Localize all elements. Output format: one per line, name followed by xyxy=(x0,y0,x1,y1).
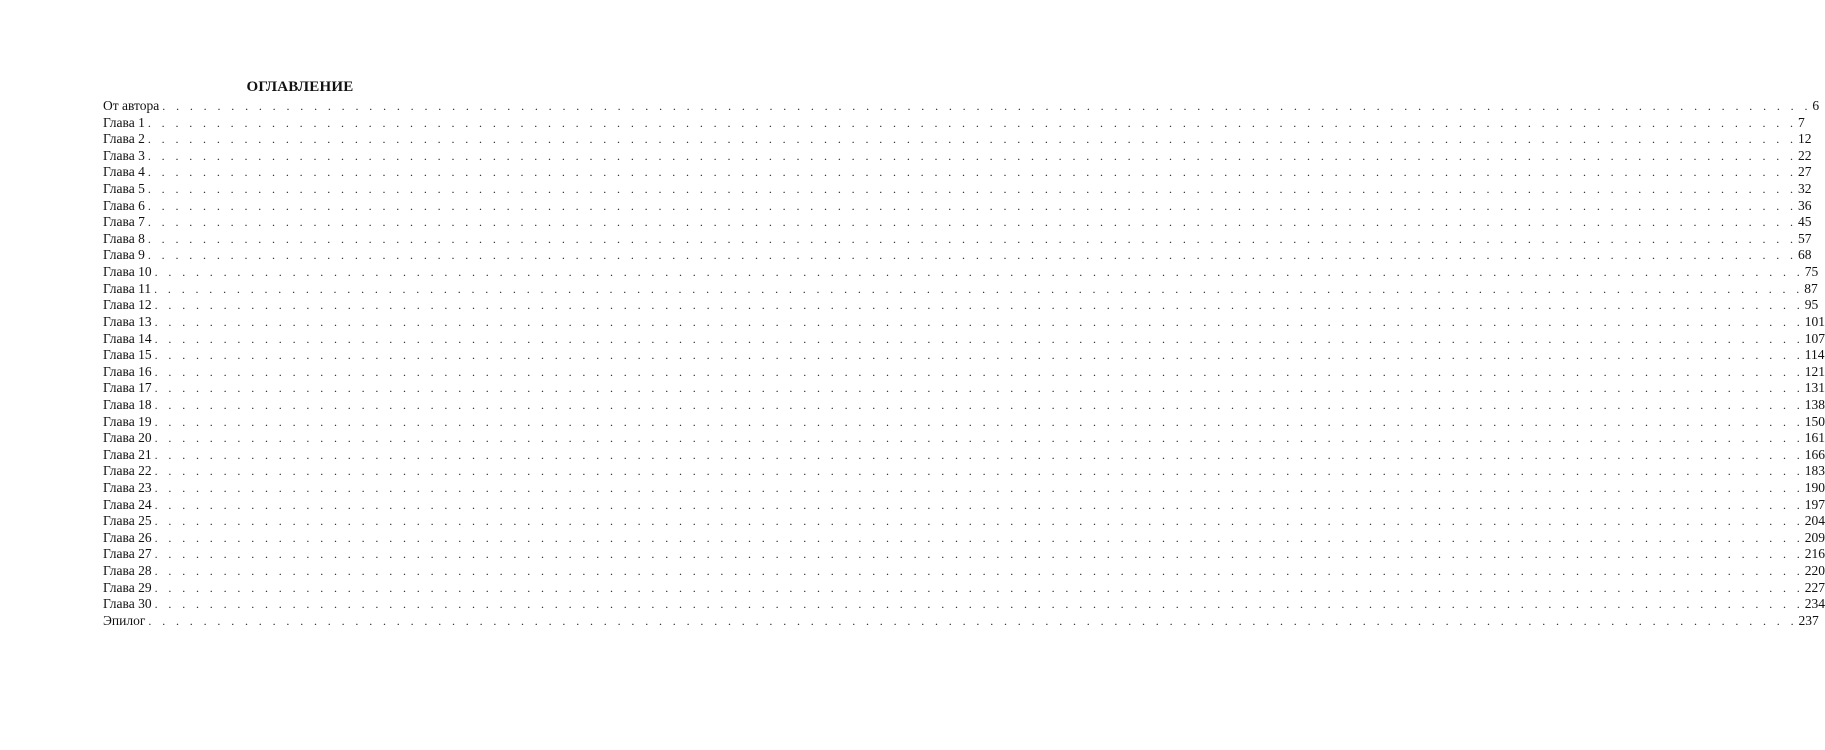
toc-entry-label: Глава 18 xyxy=(103,396,152,412)
toc-entry-label: Глава 12 xyxy=(103,297,152,313)
toc-entry xyxy=(103,330,1825,348)
toc-entry-page-number: 131 xyxy=(1804,380,1825,396)
toc-entry-page-number: 7 xyxy=(1797,114,1805,130)
toc-entry-label: Глава 27 xyxy=(103,546,152,562)
dot-leader: . . . . . . . . . . . . . . . . . . . . . . . . . . . . . . . . . . . . . . . . . . . . . . . . . . . . . . . . . . . . . . . . . . . . . . . . . . . . . . . . . . . . . . . . . . . . . . . . . . . . . . . . . . . . . . . . . . . . . . . . xyxy=(154,364,1804,379)
toc-entry xyxy=(103,546,1825,563)
toc-entry xyxy=(103,430,1825,447)
table-of-contents xyxy=(103,98,1825,630)
toc-entry-label: Глава 15 xyxy=(103,347,152,363)
dot-leader: . . . . . . . . . . . . . . . . . . . . . . . . . . . . . . . . . . . . . . . . . . . . . . . . . . . . . . . . . . . . . . . . . . . . . . . . . . . . . . . . . . . . . . . . . . . . . . . . . . . . . . . . . . . . . . . . . . . . . . . . xyxy=(154,414,1804,429)
toc-entry-label: Глава 23 xyxy=(103,480,152,496)
toc-entry-label: Глава 16 xyxy=(103,363,152,379)
toc-entry-page-number: 87 xyxy=(1804,280,1818,296)
toc-entry-page-number: 161 xyxy=(1804,430,1825,446)
toc-entry-page-number: 95 xyxy=(1804,297,1819,313)
toc-entry xyxy=(103,264,1819,281)
toc-entry-label: Глава 7 xyxy=(103,214,145,230)
dot-leader: . . . . . . . . . . . . . . . . . . . . . . . . . . . . . . . . . . . . . . . . . . . . . . . . . . . . . . . . . . . . . . . . . . . . . . . . . . . . . . . . . . . . . . . . . . . . . . . . . . . . . . . . . . . . . . . . . . . . . . . . xyxy=(162,99,1812,113)
toc-entry xyxy=(103,230,1812,248)
dot-leader: . . . . . . . . . . . . . . . . . . . . . . . . . . . . . . . . . . . . . . . . . . . . . . . . . . . . . . . . . . . . . . . . . . . . . . . . . . . . . . . . . . . . . . . . . . . . . . . . . . . . . . . . . . . . . . . . . . . . . . . . xyxy=(147,165,1797,180)
toc-entry xyxy=(103,114,1805,132)
toc-entry-page-number: 197 xyxy=(1804,496,1825,512)
toc-entry xyxy=(103,280,1818,298)
toc-entry xyxy=(103,413,1825,431)
toc-entry-page-number: 220 xyxy=(1804,563,1825,579)
toc-entry xyxy=(103,147,1812,165)
toc-entry-page-number: 12 xyxy=(1797,131,1812,147)
dot-leader: . . . . . . . . . . . . . . . . . . . . . . . . . . . . . . . . . . . . . . . . . . . . . . . . . . . . . . . . . . . . . . . . . . . . . . . . . . . . . . . . . . . . . . . . . . . . . . . . . . . . . . . . . . . . . . . . . . . . . . . . xyxy=(154,265,1804,280)
toc-entry-page-number: 216 xyxy=(1804,546,1825,562)
toc-entry-label: Глава 10 xyxy=(103,264,152,280)
toc-entry-label: Глава 3 xyxy=(103,147,145,163)
toc-entry-label: Глава 22 xyxy=(103,463,152,479)
toc-entry-page-number: 234 xyxy=(1804,596,1825,612)
toc-entry-label: Глава 11 xyxy=(103,280,152,296)
toc-entry-page-number: 227 xyxy=(1804,579,1825,595)
dot-leader: . . . . . . . . . . . . . . . . . . . . . . . . . . . . . . . . . . . . . . . . . . . . . . . . . . . . . . . . . . . . . . . . . . . . . . . . . . . . . . . . . . . . . . . . . . . . . . . . . . . . . . . . . . . . . . . . . . . . . . . . xyxy=(147,231,1797,246)
toc-entry xyxy=(103,396,1825,414)
toc-entry-label: Глава 25 xyxy=(103,513,152,529)
dot-leader: . . . . . . . . . . . . . . . . . . . . . . . . . . . . . . . . . . . . . . . . . . . . . . . . . . . . . . . . . . . . . . . . . . . . . . . . . . . . . . . . . . . . . . . . . . . . . . . . . . . . . . . . . . . . . . . . . . . . . . . . xyxy=(147,148,1797,163)
toc-entry-page-number: 237 xyxy=(1798,612,1819,628)
toc-entry-label: Глава 8 xyxy=(103,230,145,246)
dot-leader: . . . . . . . . . . . . . . . . . . . . . . . . . . . . . . . . . . . . . . . . . . . . . . . . . . . . . . . . . . . . . . . . . . . . . . . . . . . . . . . . . . . . . . . . . . . . . . . . . . . . . . . . . . . . . . . . . . . . . . . . xyxy=(154,481,1804,496)
toc-entry xyxy=(103,596,1825,613)
toc-entry-page-number: 45 xyxy=(1797,214,1812,230)
toc-entry-label: Глава 5 xyxy=(103,181,145,197)
dot-leader: . . . . . . . . . . . . . . . . . . . . . . . . . . . . . . . . . . . . . . . . . . . . . . . . . . . . . . . . . . . . . . . . . . . . . . . . . . . . . . . . . . . . . . . . . . . . . . . . . . . . . . . . . . . . . . . . . . . . . . . . xyxy=(154,298,1804,313)
toc-entry xyxy=(103,496,1825,514)
toc-entry-page-number: 150 xyxy=(1804,413,1825,429)
toc-entry-page-number: 204 xyxy=(1804,513,1825,529)
dot-leader: . . . . . . . . . . . . . . . . . . . . . . . . . . . . . . . . . . . . . . . . . . . . . . . . . . . . . . . . . . . . . . . . . . . . . . . . . . . . . . . . . . . . . . . . . . . . . . . . . . . . . . . . . . . . . . . . . . . . . . . . xyxy=(148,613,1798,628)
toc-entry-label: Глава 30 xyxy=(103,596,152,612)
dot-leader: . . . . . . . . . . . . . . . . . . . . . . . . . . . . . . . . . . . . . . . . . . . . . . . . . . . . . . . . . . . . . . . . . . . . . . . . . . . . . . . . . . . . . . . . . . . . . . . . . . . . . . . . . . . . . . . . . . . . . . . . xyxy=(147,182,1797,197)
toc-entry-label: От автора xyxy=(103,98,160,113)
toc-entry-label: Глава 4 xyxy=(103,164,145,180)
toc-entry-page-number: 209 xyxy=(1804,529,1825,545)
toc-entry-label: Глава 29 xyxy=(103,579,152,595)
toc-entry-label: Глава 24 xyxy=(103,496,152,512)
dot-leader: . . . . . . . . . . . . . . . . . . . . . . . . . . . . . . . . . . . . . . . . . . . . . . . . . . . . . . . . . . . . . . . . . . . . . . . . . . . . . . . . . . . . . . . . . . . . . . . . . . . . . . . . . . . . . . . . . . . . . . . . xyxy=(147,132,1797,147)
toc-entry xyxy=(103,164,1812,181)
toc-entry-page-number: 114 xyxy=(1804,347,1825,363)
dot-leader: . . . . . . . . . . . . . . . . . . . . . . . . . . . . . . . . . . . . . . . . . . . . . . . . . . . . . . . . . . . . . . . . . . . . . . . . . . . . . . . . . . . . . . . . . . . . . . . . . . . . . . . . . . . . . . . . . . . . . . . . xyxy=(147,115,1797,130)
toc-entry xyxy=(103,529,1825,547)
dot-leader: . . . . . . . . . . . . . . . . . . . . . . . . . . . . . . . . . . . . . . . . . . . . . . . . . . . . . . . . . . . . . . . . . . . . . . . . . . . . . . . . . . . . . . . . . . . . . . . . . . . . . . . . . . . . . . . . . . . . . . . . xyxy=(154,464,1804,479)
toc-entry-label: Глава 21 xyxy=(103,446,152,462)
toc-entry-label: Глава 1 xyxy=(103,114,145,130)
toc-entry-page-number: 27 xyxy=(1797,164,1812,180)
toc-entry xyxy=(103,131,1812,148)
toc-entry xyxy=(103,380,1825,397)
toc-entry-page-number: 107 xyxy=(1804,330,1825,346)
toc-entry xyxy=(103,313,1825,331)
toc-entry-page-number: 68 xyxy=(1797,247,1812,263)
toc-entry-page-number: 22 xyxy=(1797,147,1812,163)
toc-entry xyxy=(103,347,1825,364)
toc-entry-page-number: 57 xyxy=(1797,230,1812,246)
dot-leader: . . . . . . . . . . . . . . . . . . . . . . . . . . . . . . . . . . . . . . . . . . . . . . . . . . . . . . . . . . . . . . . . . . . . . . . . . . . . . . . . . . . . . . . . . . . . . . . . . . . . . . . . . . . . . . . . . . . . . . . . xyxy=(154,580,1804,595)
dot-leader: . . . . . . . . . . . . . . . . . . . . . . . . . . . . . . . . . . . . . . . . . . . . . . . . . . . . . . . . . . . . . . . . . . . . . . . . . . . . . . . . . . . . . . . . . . . . . . . . . . . . . . . . . . . . . . . . . . . . . . . . xyxy=(154,381,1804,396)
toc-entry-label: Глава 20 xyxy=(103,430,152,446)
dot-leader: . . . . . . . . . . . . . . . . . . . . . . . . . . . . . . . . . . . . . . . . . . . . . . . . . . . . . . . . . . . . . . . . . . . . . . . . . . . . . . . . . . . . . . . . . . . . . . . . . . . . . . . . . . . . . . . . . . . . . . . . xyxy=(154,331,1804,346)
toc-entry-label: Глава 26 xyxy=(103,529,152,545)
dot-leader: . . . . . . . . . . . . . . . . . . . . . . . . . . . . . . . . . . . . . . . . . . . . . . . . . . . . . . . . . . . . . . . . . . . . . . . . . . . . . . . . . . . . . . . . . . . . . . . . . . . . . . . . . . . . . . . . . . . . . . . . xyxy=(154,514,1804,529)
toc-entry xyxy=(103,513,1825,530)
dot-leader: . . . . . . . . . . . . . . . . . . . . . . . . . . . . . . . . . . . . . . . . . . . . . . . . . . . . . . . . . . . . . . . . . . . . . . . . . . . . . . . . . . . . . . . . . . . . . . . . . . . . . . . . . . . . . . . . . . . . . . . . xyxy=(154,497,1804,512)
toc-entry xyxy=(103,612,1819,630)
toc-entry-page-number: 183 xyxy=(1804,463,1825,479)
dot-leader: . . . . . . . . . . . . . . . . . . . . . . . . . . . . . . . . . . . . . . . . . . . . . . . . . . . . . . . . . . . . . . . . . . . . . . . . . . . . . . . . . . . . . . . . . . . . . . . . . . . . . . . . . . . . . . . . . . . . . . . . xyxy=(154,530,1804,545)
toc-entry-label: Глава 14 xyxy=(103,330,152,346)
toc-entry-label: Эпилог xyxy=(103,612,146,628)
toc-entry-label: Глава 17 xyxy=(103,380,152,396)
toc-entry xyxy=(103,181,1812,198)
dot-leader: . . . . . . . . . . . . . . . . . . . . . . . . . . . . . . . . . . . . . . . . . . . . . . . . . . . . . . . . . . . . . . . . . . . . . . . . . . . . . . . . . . . . . . . . . . . . . . . . . . . . . . . . . . . . . . . . . . . . . . . . xyxy=(154,281,1804,296)
toc-entry xyxy=(103,197,1812,215)
dot-leader: . . . . . . . . . . . . . . . . . . . . . . . . . . . . . . . . . . . . . . . . . . . . . . . . . . . . . . . . . . . . . . . . . . . . . . . . . . . . . . . . . . . . . . . . . . . . . . . . . . . . . . . . . . . . . . . . . . . . . . . . xyxy=(154,547,1804,562)
toc-entry-label: Глава 6 xyxy=(103,197,145,213)
dot-leader: . . . . . . . . . . . . . . . . . . . . . . . . . . . . . . . . . . . . . . . . . . . . . . . . . . . . . . . . . . . . . . . . . . . . . . . . . . . . . . . . . . . . . . . . . . . . . . . . . . . . . . . . . . . . . . . . . . . . . . . . xyxy=(154,314,1804,329)
toc-entry-page-number: 75 xyxy=(1804,264,1819,280)
toc-entry-label: Глава 9 xyxy=(103,247,145,263)
dot-leader: . . . . . . . . . . . . . . . . . . . . . . . . . . . . . . . . . . . . . . . . . . . . . . . . . . . . . . . . . . . . . . . . . . . . . . . . . . . . . . . . . . . . . . . . . . . . . . . . . . . . . . . . . . . . . . . . . . . . . . . . xyxy=(154,348,1804,363)
toc-entry xyxy=(103,98,1820,115)
dot-leader: . . . . . . . . . . . . . . . . . . . . . . . . . . . . . . . . . . . . . . . . . . . . . . . . . . . . . . . . . . . . . . . . . . . . . . . . . . . . . . . . . . . . . . . . . . . . . . . . . . . . . . . . . . . . . . . . . . . . . . . . xyxy=(154,431,1804,446)
toc-entry-label: Глава 28 xyxy=(103,563,152,579)
toc-entry xyxy=(103,579,1825,597)
dot-leader: . . . . . . . . . . . . . . . . . . . . . . . . . . . . . . . . . . . . . . . . . . . . . . . . . . . . . . . . . . . . . . . . . . . . . . . . . . . . . . . . . . . . . . . . . . . . . . . . . . . . . . . . . . . . . . . . . . . . . . . . xyxy=(147,248,1797,263)
toc-entry xyxy=(103,463,1825,480)
toc-entry-page-number: 166 xyxy=(1804,446,1825,462)
toc-entry-page-number: 190 xyxy=(1804,480,1825,496)
dot-leader: . . . . . . . . . . . . . . . . . . . . . . . . . . . . . . . . . . . . . . . . . . . . . . . . . . . . . . . . . . . . . . . . . . . . . . . . . . . . . . . . . . . . . . . . . . . . . . . . . . . . . . . . . . . . . . . . . . . . . . . . xyxy=(147,198,1797,213)
toc-entry-label: Глава 19 xyxy=(103,413,152,429)
dot-leader: . . . . . . . . . . . . . . . . . . . . . . . . . . . . . . . . . . . . . . . . . . . . . . . . . . . . . . . . . . . . . . . . . . . . . . . . . . . . . . . . . . . . . . . . . . . . . . . . . . . . . . . . . . . . . . . . . . . . . . . . xyxy=(154,564,1804,579)
toc-entry-page-number: 138 xyxy=(1804,396,1825,412)
toc-entry-page-number: 32 xyxy=(1797,181,1812,197)
toc-entry xyxy=(103,247,1812,264)
toc-entry xyxy=(103,363,1825,381)
toc-entry-label: Глава 2 xyxy=(103,131,145,147)
toc-entry-page-number: 101 xyxy=(1804,313,1825,329)
dot-leader: . . . . . . . . . . . . . . . . . . . . . . . . . . . . . . . . . . . . . . . . . . . . . . . . . . . . . . . . . . . . . . . . . . . . . . . . . . . . . . . . . . . . . . . . . . . . . . . . . . . . . . . . . . . . . . . . . . . . . . . . xyxy=(154,447,1804,462)
page-title: ОГЛАВЛЕНИЕ xyxy=(246,79,354,95)
toc-entry xyxy=(103,297,1819,314)
toc-entry-page-number: 6 xyxy=(1812,98,1820,113)
dot-leader: . . . . . . . . . . . . . . . . . . . . . . . . . . . . . . . . . . . . . . . . . . . . . . . . . . . . . . . . . . . . . . . . . . . . . . . . . . . . . . . . . . . . . . . . . . . . . . . . . . . . . . . . . . . . . . . . . . . . . . . . xyxy=(154,597,1804,612)
toc-entry-label: Глава 13 xyxy=(103,313,152,329)
toc-entry-page-number: 121 xyxy=(1804,363,1825,379)
toc-entry xyxy=(103,446,1825,464)
dot-leader: . . . . . . . . . . . . . . . . . . . . . . . . . . . . . . . . . . . . . . . . . . . . . . . . . . . . . . . . . . . . . . . . . . . . . . . . . . . . . . . . . . . . . . . . . . . . . . . . . . . . . . . . . . . . . . . . . . . . . . . . xyxy=(154,397,1804,412)
toc-entry xyxy=(103,563,1825,580)
toc-entry xyxy=(103,480,1825,497)
toc-entry-page-number: 36 xyxy=(1797,197,1812,213)
toc-entry xyxy=(103,214,1812,231)
dot-leader: . . . . . . . . . . . . . . . . . . . . . . . . . . . . . . . . . . . . . . . . . . . . . . . . . . . . . . . . . . . . . . . . . . . . . . . . . . . . . . . . . . . . . . . . . . . . . . . . . . . . . . . . . . . . . . . . . . . . . . . . xyxy=(147,215,1797,230)
